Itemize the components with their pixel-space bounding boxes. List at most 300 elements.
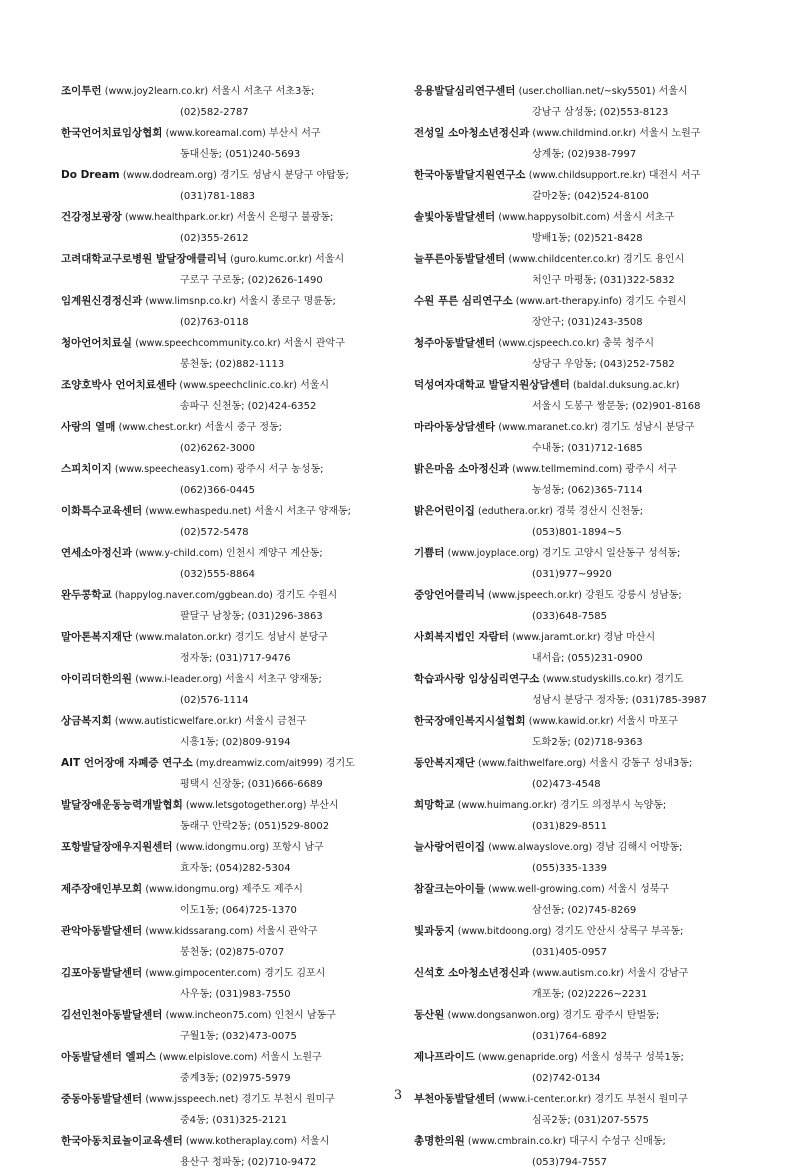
entry-name: 응용발달심리연구센터 xyxy=(414,85,515,97)
entry-address: 서울시 서초구 xyxy=(613,212,674,223)
directory-entry xyxy=(61,627,401,669)
entry-address: 서울시 강동구 성내3동; xyxy=(589,758,692,769)
entry-address: 경기도 부천시 원미구 xyxy=(242,1094,335,1105)
entry-first-line xyxy=(414,123,759,145)
directory-entry xyxy=(414,963,759,1005)
entry-first-line xyxy=(61,1005,401,1027)
entry-continuation: 상계동; (02)938-7997 xyxy=(414,145,759,166)
entry-address: 서울시 노원구 xyxy=(261,1052,322,1063)
entry-url: (www.genapride.org) xyxy=(478,1052,578,1063)
directory-entry xyxy=(414,81,759,123)
directory-entry xyxy=(414,1131,759,1173)
entry-first-line xyxy=(61,375,401,397)
entry-name: 희망학교 xyxy=(414,799,455,811)
entry-continuation: 송파구 신천동; (02)424-6352 xyxy=(61,397,401,418)
directory-entry xyxy=(414,459,759,501)
entry-url: (www.koreamal.com) xyxy=(166,128,266,139)
entry-url: (www.alwayslove.org) xyxy=(488,842,592,853)
entry-name: 부천아동발달센터 xyxy=(414,1093,495,1105)
entry-address: 경기도 성남시 분당구 xyxy=(235,632,328,643)
entry-first-line xyxy=(414,585,759,607)
entry-name: 학습과사랑 임상심리연구소 xyxy=(414,673,539,685)
entry-url: (www.elpislove.com) xyxy=(159,1052,257,1063)
entry-url: (www.art-therapy.info) xyxy=(516,296,622,307)
entry-url: (www.tellmemind.com) xyxy=(512,464,622,475)
entry-address: 서울시 마포구 xyxy=(617,716,678,727)
entry-first-line xyxy=(414,207,759,229)
entry-url: (www.limsnp.co.kr) xyxy=(145,296,236,307)
right-column xyxy=(414,81,759,1173)
entry-first-line xyxy=(414,837,759,859)
entry-name: 한국아동치료놀이교육센터 xyxy=(61,1135,183,1147)
entry-url: (www.gimpocenter.com) xyxy=(145,968,261,979)
entry-continuation: 중4동; (031)325-2121 xyxy=(61,1111,401,1132)
entry-first-line xyxy=(61,627,401,649)
directory-entry xyxy=(61,1047,401,1089)
entry-first-line xyxy=(61,81,401,103)
entry-first-line xyxy=(414,711,759,733)
entry-url: (www.cmbrain.co.kr) xyxy=(468,1136,566,1147)
entry-address: 경기도 성남시 분당구 야탑동; xyxy=(220,170,349,181)
entry-url: (www.malaton.or.kr) xyxy=(135,632,231,643)
entry-url: (www.healthpark.or.kr) xyxy=(125,212,234,223)
directory-entry xyxy=(61,81,401,123)
entry-name: 건강정보광장 xyxy=(61,211,122,223)
entry-url: (my.dreamwiz.com/ait999) xyxy=(196,758,323,769)
entry-first-line xyxy=(414,417,759,439)
entry-address: 경기도 안산시 상록구 부곡동; xyxy=(555,926,684,937)
entry-name: 조이투런 xyxy=(61,85,102,97)
entry-continuation: (031)405-0957 xyxy=(414,943,759,964)
entry-address: 충북 청주시 xyxy=(603,338,654,349)
entry-url: (www.kawid.or.kr) xyxy=(529,716,614,727)
entry-continuation: 이도1동; (064)725-1370 xyxy=(61,901,401,922)
entry-url: (www.childcenter.co.kr) xyxy=(508,254,619,265)
entry-name: 늘푸른아동발달센터 xyxy=(414,253,505,265)
directory-entry xyxy=(414,207,759,249)
directory-entry xyxy=(414,333,759,375)
entry-first-line xyxy=(61,837,401,859)
entry-name: 늘사랑어린이집 xyxy=(414,841,485,853)
directory-entry xyxy=(414,879,759,921)
entry-name: 수원 푸른 심리연구소 xyxy=(414,295,513,307)
entry-name: 아동발달센터 엘피스 xyxy=(61,1051,156,1063)
entry-name: 김포아동발달센터 xyxy=(61,967,142,979)
entry-address: 경기도 광주시 탄벌동; xyxy=(563,1010,660,1021)
entry-name: 중앙언어클리닉 xyxy=(414,589,485,601)
entry-address: 서울시 종로구 명륜동; xyxy=(239,296,336,307)
directory-entry xyxy=(61,1005,401,1047)
directory-entry xyxy=(414,921,759,963)
entry-continuation: 구월1동; (032)473-0075 xyxy=(61,1027,401,1048)
entry-continuation: (031)781-1883 xyxy=(61,187,401,208)
entry-url: (www.chest.or.kr) xyxy=(119,422,202,433)
entry-address: 경기도 의정부시 녹양동; xyxy=(560,800,666,811)
entry-first-line xyxy=(414,459,759,481)
entry-url: (www.bitdoong.org) xyxy=(458,926,552,937)
directory-entry xyxy=(61,417,401,459)
entry-continuation: (033)648-7585 xyxy=(414,607,759,628)
entry-first-line xyxy=(414,249,759,271)
directory-entry xyxy=(61,795,401,837)
entry-name: 김선인천아동발달센터 xyxy=(61,1009,162,1021)
directory-entry xyxy=(61,879,401,921)
entry-address: 서울시 금천구 xyxy=(245,716,306,727)
directory-entry xyxy=(414,753,759,795)
entry-url: (happylog.naver.com/ggbean.do) xyxy=(115,590,273,601)
entry-name: 빛과둥지 xyxy=(414,925,455,937)
entry-first-line xyxy=(61,879,401,901)
directory-entry xyxy=(414,249,759,291)
entry-continuation: 삼선동; (02)745-8269 xyxy=(414,901,759,922)
entry-continuation: 개포동; (02)2226~2231 xyxy=(414,985,759,1006)
entry-first-line xyxy=(61,585,401,607)
entry-name: 중동아동발달센터 xyxy=(61,1093,142,1105)
entry-url: (www.jspeech.or.kr) xyxy=(488,590,582,601)
entry-continuation: (02)355-2612 xyxy=(61,229,401,250)
entry-continuation: 심곡2동; (031)207-5575 xyxy=(414,1111,759,1132)
entry-url: (www.i-center.or.kr) xyxy=(498,1094,591,1105)
entry-url: (www.dodream.org) xyxy=(123,170,217,181)
entry-url: (www.idongmu.org) xyxy=(145,884,238,895)
entry-name: 동산원 xyxy=(414,1009,444,1021)
entry-first-line xyxy=(414,963,759,985)
entry-name: 한국아동발달지원연구소 xyxy=(414,169,526,181)
entry-continuation: 효자동; (054)282-5304 xyxy=(61,859,401,880)
entry-name: 스피치이지 xyxy=(61,463,112,475)
entry-name: 총명한의원 xyxy=(414,1135,465,1147)
entry-url: (www.i-leader.org) xyxy=(135,674,222,685)
entry-continuation: (02)582-2787 xyxy=(61,103,401,124)
entry-first-line xyxy=(61,669,401,691)
entry-address: 대전시 서구 xyxy=(649,170,700,181)
entry-address: 광주시 서구 xyxy=(625,464,676,475)
entry-name: 청주아동발달센터 xyxy=(414,337,495,349)
entry-address: 경기도 용인시 xyxy=(623,254,684,265)
entry-continuation: 처인구 마평동; (031)322-5832 xyxy=(414,271,759,292)
directory-entry xyxy=(61,207,401,249)
entry-address: 경기도 부천시 원미구 xyxy=(594,1094,687,1105)
directory-entry xyxy=(61,291,401,333)
entry-url: (www.joyplace.org) xyxy=(448,548,539,559)
entry-name: 이화특수교육센터 xyxy=(61,505,142,517)
entry-url: (www.speechclinic.co.kr) xyxy=(179,380,296,391)
entry-address: 경남 마산시 xyxy=(604,632,655,643)
entry-url: (www.idongmu.org) xyxy=(176,842,269,853)
entry-url: (www.jaramt.or.kr) xyxy=(512,632,600,643)
entry-continuation: 동래구 안락2동; (051)529-8002 xyxy=(61,817,401,838)
entry-url: (www.well-growing.com) xyxy=(488,884,605,895)
entry-continuation: 내서읍; (055)231-0900 xyxy=(414,649,759,670)
directory-entry xyxy=(414,837,759,879)
entry-address: 경남 김해시 어방동; xyxy=(595,842,682,853)
directory-entry xyxy=(61,585,401,627)
entry-continuation: (053)794-7557 xyxy=(414,1153,759,1173)
entry-name: 완두콩학교 xyxy=(61,589,112,601)
directory-entry xyxy=(61,921,401,963)
entry-name: 고려대학교구로병원 발달장애클리닉 xyxy=(61,253,227,265)
entry-name: 마라아동상담센타 xyxy=(414,421,495,433)
entry-url: (guro.kumc.or.kr) xyxy=(230,254,312,265)
entry-continuation: 농성동; (062)365-7114 xyxy=(414,481,759,502)
entry-continuation: 수내동; (031)712-1685 xyxy=(414,439,759,460)
entry-name: 포항발달장애우지원센터 xyxy=(61,841,173,853)
entry-continuation: 용산구 청파동; (02)710-9472 xyxy=(61,1153,401,1173)
directory-entry xyxy=(61,123,401,165)
entry-first-line xyxy=(61,123,401,145)
directory-entry xyxy=(414,417,759,459)
entry-name: 관악아동발달센터 xyxy=(61,925,142,937)
entry-continuation: 정자동; (031)717-9476 xyxy=(61,649,401,670)
directory-entry xyxy=(414,627,759,669)
entry-name: 청아언어치료실 xyxy=(61,337,132,349)
entry-continuation: 상당구 우암동; (043)252-7582 xyxy=(414,355,759,376)
entry-address: 서울시 관악구 xyxy=(256,926,317,937)
entry-first-line xyxy=(61,333,401,355)
entry-first-line xyxy=(61,459,401,481)
entry-first-line xyxy=(414,753,759,775)
entry-address: 서울시 은평구 불광동; xyxy=(237,212,334,223)
entry-address: 서울시 서초구 서초3동; xyxy=(211,86,314,97)
entry-name: 기쁨터 xyxy=(414,547,444,559)
entry-first-line xyxy=(414,291,759,313)
entry-continuation: (02)473-4548 xyxy=(414,775,759,796)
entry-address: 서울시 xyxy=(659,86,688,97)
entry-name: 조양호박사 언어치료센타 xyxy=(61,379,176,391)
entry-name: 밝은마음 소아정신과 xyxy=(414,463,509,475)
entry-first-line xyxy=(414,165,759,187)
entry-address: 부산시 서구 xyxy=(269,128,320,139)
entry-continuation: (02)6262-3000 xyxy=(61,439,401,460)
directory-entry xyxy=(61,837,401,879)
entry-continuation: (02)742-0134 xyxy=(414,1069,759,1090)
entry-first-line xyxy=(414,543,759,565)
entry-continuation: (062)366-0445 xyxy=(61,481,401,502)
entry-name: 제주장애인부모회 xyxy=(61,883,142,895)
entry-continuation: (031)829-8511 xyxy=(414,817,759,838)
entry-name: 신석호 소아청소년정신과 xyxy=(414,967,529,979)
entry-first-line xyxy=(61,711,401,733)
entry-address: 서울시 강남구 xyxy=(627,968,688,979)
entry-name: 임계원신경정신과 xyxy=(61,295,142,307)
entry-name: 밝은어린이집 xyxy=(414,505,475,517)
entry-url: (www.kotheraplay.com) xyxy=(186,1136,297,1147)
entry-address: 제주도 제주시 xyxy=(242,884,303,895)
entry-continuation: 팔달구 남창동; (031)296-3863 xyxy=(61,607,401,628)
directory-entry xyxy=(61,543,401,585)
directory-entry xyxy=(61,669,401,711)
entry-first-line xyxy=(61,753,401,775)
entry-first-line xyxy=(61,1047,401,1069)
directory-entry xyxy=(414,123,759,165)
entry-address: 경북 경산시 신천동; xyxy=(556,506,643,517)
entry-address: 강원도 강릉시 성남동; xyxy=(585,590,682,601)
entry-first-line xyxy=(61,501,401,523)
entry-address: 서울시 서초구 양재동; xyxy=(254,506,351,517)
entry-continuation: 갈마2동; (042)524-8100 xyxy=(414,187,759,208)
entry-continuation: (02)572-5478 xyxy=(61,523,401,544)
directory-entry xyxy=(414,1047,759,1089)
entry-continuation: 장안구; (031)243-3508 xyxy=(414,313,759,334)
entry-url: (www.autism.co.kr) xyxy=(532,968,624,979)
entry-address: 경기도 xyxy=(326,758,355,769)
entry-url: (www.happysolbit.com) xyxy=(498,212,610,223)
directory-entry xyxy=(61,711,401,753)
entry-url: (www.childsupport.re.kr) xyxy=(529,170,646,181)
entry-first-line xyxy=(414,375,759,397)
entry-url: (www.childmind.or.kr) xyxy=(532,128,636,139)
entry-name: Do Dream xyxy=(61,169,120,181)
entry-url: (www.speechcommunity.co.kr) xyxy=(135,338,280,349)
entry-address: 서울시 서초구 양재동; xyxy=(225,674,322,685)
entry-address: 서울시 성북구 xyxy=(608,884,669,895)
entry-first-line xyxy=(61,207,401,229)
entry-first-line xyxy=(414,669,759,691)
entry-continuation: (031)764-6892 xyxy=(414,1027,759,1048)
entry-first-line xyxy=(414,81,759,103)
entry-address: 서울시 중구 정동; xyxy=(205,422,282,433)
entry-continuation: 중계3동; (02)975-5979 xyxy=(61,1069,401,1090)
entry-continuation: (031)977~9920 xyxy=(414,565,759,586)
directory-entry xyxy=(414,501,759,543)
entry-address: 인천시 계양구 계산동; xyxy=(226,548,323,559)
entry-url: (www.speecheasy1.com) xyxy=(115,464,233,475)
entry-name: AIT 언어장애 자폐증 연구소 xyxy=(61,757,193,769)
entry-address: 서울시 성북구 성북1동; xyxy=(581,1052,684,1063)
entry-first-line xyxy=(414,921,759,943)
entry-address: 광주시 서구 농성동; xyxy=(236,464,323,475)
entry-url: (www.faithwelfare.org) xyxy=(478,758,586,769)
left-column xyxy=(61,81,401,1173)
directory-entry xyxy=(414,165,759,207)
directory-entry xyxy=(61,753,401,795)
entry-first-line xyxy=(61,543,401,565)
entry-name: 덕성여자대학교 발달지원상담센터 xyxy=(414,379,570,391)
entry-first-line xyxy=(414,501,759,523)
entry-url: (www.incheon75.com) xyxy=(166,1010,272,1021)
entry-continuation: 봉천동; (02)882-1113 xyxy=(61,355,401,376)
entry-name: 연세소아정신과 xyxy=(61,547,132,559)
entry-continuation: (02)576-1114 xyxy=(61,691,401,712)
directory-entry xyxy=(414,1005,759,1047)
entry-address: 경기도 수원시 xyxy=(276,590,337,601)
entry-first-line xyxy=(61,165,401,187)
entry-continuation: (02)763-0118 xyxy=(61,313,401,334)
entry-first-line xyxy=(61,795,401,817)
entry-url: (eduthera.or.kr) xyxy=(478,506,553,517)
entry-url: (www.autisticwelfare.or.kr) xyxy=(115,716,242,727)
entry-name: 사랑의 열매 xyxy=(61,421,115,433)
entry-first-line xyxy=(414,1131,759,1153)
directory-entry xyxy=(61,459,401,501)
entry-address: 서울시 관악구 xyxy=(284,338,345,349)
entry-url: (www.letsgotogether.org) xyxy=(186,800,307,811)
directory-entry xyxy=(414,795,759,837)
directory-entry xyxy=(414,585,759,627)
entry-name: 제나프라이드 xyxy=(414,1051,475,1063)
entry-name: 사회복지법인 자람터 xyxy=(414,631,509,643)
entry-first-line xyxy=(61,249,401,271)
entry-url: (www.joy2learn.co.kr) xyxy=(105,86,208,97)
entry-address: 포항시 남구 xyxy=(272,842,323,853)
directory-entry xyxy=(61,963,401,1005)
entry-continuation: 시흥1동; (02)809-9194 xyxy=(61,733,401,754)
entry-name: 한국언어치료임상협회 xyxy=(61,127,162,139)
entry-first-line xyxy=(61,291,401,313)
directory-entry xyxy=(414,669,759,711)
entry-address: 경기도 수원시 xyxy=(625,296,686,307)
entry-first-line xyxy=(414,879,759,901)
entry-first-line xyxy=(61,963,401,985)
entry-continuation: (032)555-8864 xyxy=(61,565,401,586)
entry-continuation: 평택시 신장동; (031)666-6689 xyxy=(61,775,401,796)
entry-continuation: 도화2동; (02)718-9363 xyxy=(414,733,759,754)
entry-name: 상금복지회 xyxy=(61,715,112,727)
entry-name: 솔빛아동발달센터 xyxy=(414,211,495,223)
entry-continuation: 구로구 구로동; (02)2626-1490 xyxy=(61,271,401,292)
directory-entry xyxy=(61,333,401,375)
entry-address: 경기도 김포시 xyxy=(264,968,325,979)
directory-entry xyxy=(61,501,401,543)
entry-address: 경기도 xyxy=(655,674,684,685)
entry-address: 대구시 수성구 신매동; xyxy=(569,1136,666,1147)
directory-entry xyxy=(414,291,759,333)
entry-continuation: 봉천동; (02)875-0707 xyxy=(61,943,401,964)
entry-url: (www.dongsanwon.org) xyxy=(448,1010,560,1021)
directory-entry xyxy=(61,165,401,207)
entry-url: (www.maranet.co.kr) xyxy=(498,422,598,433)
entry-url: (www.huimang.or.kr) xyxy=(458,800,557,811)
entry-address: 서울시 xyxy=(315,254,344,265)
entry-address: 부산시 xyxy=(310,800,339,811)
entry-name: 발달장애운동능력개발협회 xyxy=(61,799,183,811)
entry-url: (www.y-child.com) xyxy=(135,548,223,559)
page-number: 3 xyxy=(0,1088,796,1103)
entry-continuation: 강남구 삼성동; (02)553-8123 xyxy=(414,103,759,124)
entry-name: 한국장애인복지시설협회 xyxy=(414,715,526,727)
entry-continuation: 방배1동; (02)521-8428 xyxy=(414,229,759,250)
entry-address: 서울시 노원구 xyxy=(639,128,700,139)
entry-url: (user.chollian.net/~sky5501) xyxy=(519,86,656,97)
entry-address: 경기도 성남시 분당구 xyxy=(601,422,694,433)
entry-name: 참잘크는아이들 xyxy=(414,883,485,895)
entry-url: (www.jsspeech.net) xyxy=(145,1094,238,1105)
entry-address: 서울시 xyxy=(300,380,329,391)
entry-first-line xyxy=(61,1131,401,1153)
entry-name: 동안복지재단 xyxy=(414,757,475,769)
entry-url: (www.cjspeech.co.kr) xyxy=(498,338,599,349)
entry-first-line xyxy=(61,417,401,439)
entry-continuation: 성남시 분당구 정자동; (031)785-3987 xyxy=(414,691,759,712)
entry-address: 서울시 xyxy=(300,1136,329,1147)
entry-first-line xyxy=(414,1047,759,1069)
entry-name: 전성일 소아청소년정신과 xyxy=(414,127,529,139)
entry-url: (baldal.duksung.ac.kr) xyxy=(573,380,679,391)
entry-continuation: 사우동; (031)983-7550 xyxy=(61,985,401,1006)
entry-url: (www.ewhaspedu.net) xyxy=(145,506,251,517)
entry-continuation: 동대신동; (051)240-5693 xyxy=(61,145,401,166)
entry-first-line xyxy=(414,795,759,817)
directory-entry xyxy=(414,543,759,585)
directory-entry xyxy=(414,711,759,753)
entry-name: 아이리더한의원 xyxy=(61,673,132,685)
entry-first-line xyxy=(414,1005,759,1027)
entry-continuation: 서울시 도봉구 쌍문동; (02)901-8168 xyxy=(414,397,759,418)
entry-url: (www.kidssarang.com) xyxy=(145,926,253,937)
directory-entry xyxy=(61,1131,401,1173)
entry-first-line xyxy=(61,921,401,943)
directory-entry xyxy=(61,375,401,417)
